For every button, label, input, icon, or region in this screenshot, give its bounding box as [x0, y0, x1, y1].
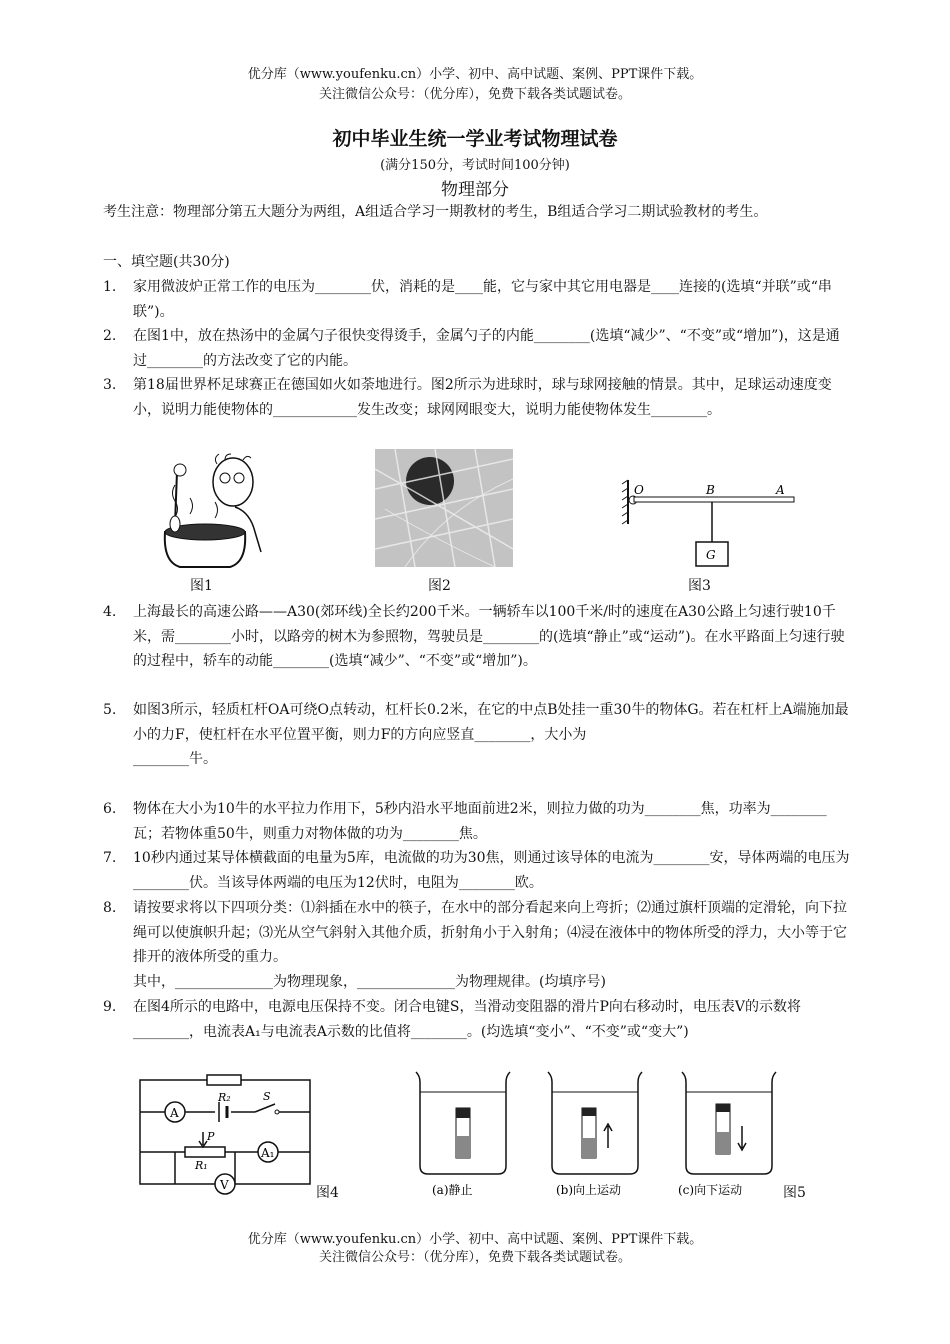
label-ammeter-a1: A₁ [261, 1146, 275, 1160]
question-text-continued: ________牛。 [133, 751, 217, 767]
question-number: 3. [103, 377, 117, 393]
part-title: 物理部分 [441, 180, 509, 200]
page-title: 初中毕业生统一学业考试物理试卷 [332, 128, 618, 150]
figure-4-caption: 图4 [316, 1185, 339, 1201]
question-1 [103, 275, 853, 324]
beaker-b [548, 1072, 642, 1174]
figure-1-chef-illustration [155, 452, 265, 570]
question-text: 10秒内通过某导体横截面的电量为5库，电流做的功为30焦，则通过该导体的电流为________安，导体两端的电压为________伏。当该导体两端的电压为12伏时，电阻为________欧。 [133, 850, 850, 891]
page-subtitle: (满分150分，考试时间100分钟) [380, 158, 570, 173]
figure-2-caption: 图2 [428, 578, 451, 594]
label-o: O [634, 483, 644, 497]
footer-line-1: 优分库（www.youfenku.cn）小学、初中、高中试题、案例、PPT课件下载。 [247, 1232, 703, 1247]
question-number: 8. [103, 900, 117, 916]
label-beaker-b: (b)向上运动 [556, 1183, 622, 1197]
question-9 [103, 995, 853, 1044]
figure-1-caption: 图1 [190, 578, 213, 594]
question-number: 5. [103, 702, 117, 718]
question-text: 请按要求将以下四项分类：⑴斜插在水中的筷子，在水中的部分看起来向上弯折；⑵通过旗杆顶端的定滑轮，向下拉绳可以使旗帜升起；⑶光从空气斜射入其他介质，折射角小于入射角；⑷浸在液体中的物体所受的浮力，大小等于它排开的液体所受的重力。 [133, 900, 847, 965]
question-text-continued: 其中，______________为物理现象，______________为物理规律。(均填序号) [133, 973, 606, 990]
label-beaker-c: (c)向下运动 [678, 1183, 743, 1197]
question-8 [103, 896, 853, 994]
question-number: 1. [103, 279, 117, 295]
question-number: 2. [103, 328, 117, 344]
figure-4-circuit-diagram [135, 1070, 315, 1200]
figure-5-beakers [410, 1068, 790, 1203]
section-heading: 一、填空题(共30分) [103, 254, 230, 270]
question-text: 在图1中，放在热汤中的金属勺子很快变得烫手，金属勺子的内能________(选填“减少”、“不变”或“增加”)，这是通过________的方法改变了它的内能。 [133, 328, 840, 369]
question-text: 如图3所示，轻质杠杆OA可绕O点转动，杠杆长0.2米，在它的中点B处挂一重30牛的物体G。若在杠杆上A端施加最小的力F，使杠杆在水平位置平衡，则力F的方向应竖直________，大小为 [133, 702, 849, 743]
question-5 [103, 698, 853, 772]
question-text: 在图4所示的电路中，电源电压保持不变。闭合电键S，当滑动变阻器的滑片P向右移动时，电压表V的示数将________，电流表A₁与电流表A示数的比值将________。(均选填“变小”、“不变”或“变大”) [133, 999, 802, 1040]
label-b: B [706, 483, 715, 497]
label-a: A [776, 483, 785, 497]
question-4 [103, 600, 853, 674]
question-text: 家用微波炉正常工作的电压为________伏，消耗的是____能，它与家中其它用电器是____连接的(选填“并联”或“串联”)。 [133, 279, 832, 320]
question-number: 9. [103, 999, 117, 1015]
figure-3-lever-diagram [620, 478, 800, 572]
figure-2-football-net-photo [375, 449, 513, 567]
label-r2: R₂ [218, 1091, 231, 1104]
question-number: 7. [103, 850, 117, 866]
footer-line-2: 关注微信公众号：（优分库），免费下载各类试题试卷。 [318, 1250, 631, 1265]
label-g: G [706, 548, 716, 562]
label-beaker-a: (a)静止 [432, 1183, 473, 1197]
figure-3-caption: 图3 [688, 578, 711, 594]
question-text: 物体在大小为10牛的水平拉力作用下，5秒内沿水平地面前进2米，则拉力做的功为________焦，功率为________瓦；若物体重50牛，则重力对物体做的功为________焦。 [133, 801, 827, 842]
figure-5-caption: 图5 [783, 1185, 806, 1201]
question-number: 6. [103, 801, 117, 817]
label-voltmeter-v: V [220, 1178, 229, 1192]
beaker-c [682, 1072, 776, 1174]
header-line-1: 优分库（www.youfenku.cn）小学、初中、高中试题、案例、PPT课件下载。 [247, 67, 703, 82]
label-s: S [263, 1090, 271, 1103]
question-text: 上海最长的高速公路——A30(郊环线)全长约200千米。一辆轿车以100千米/时的速度在A30公路上匀速行驶10千米，需________小时，以路旁的树木为参照物，驾驶员是________的(选填“静止”或“运动”)。在水平路面上匀速行驶的过程中，轿车的动能________(选填“减少”、“不变”或“增加”)。 [133, 604, 845, 669]
label-p: P [207, 1130, 215, 1143]
question-2 [103, 324, 853, 373]
header-line-2: 关注微信公众号：（优分库），免费下载各类试题试卷。 [318, 87, 631, 102]
label-r1: R₁ [195, 1159, 208, 1172]
question-text: 第18届世界杯足球赛正在德国如火如荼地进行。图2所示为进球时，球与球网接触的情景。其中，足球运动速度变小，说明力能使物体的____________发生改变；球网网眼变大，说明力能使物体发生________。 [133, 377, 832, 418]
question-number: 4. [103, 604, 117, 620]
beaker-a [416, 1072, 510, 1174]
question-6 [103, 797, 853, 846]
notice: 考生注意：物理部分第五大题分为两组，A组适合学习一期教材的考生，B组适合学习二期试验教材的考生。 [103, 204, 768, 220]
label-ammeter-a: A [170, 1106, 179, 1120]
question-3 [103, 373, 853, 422]
question-7 [103, 846, 853, 895]
